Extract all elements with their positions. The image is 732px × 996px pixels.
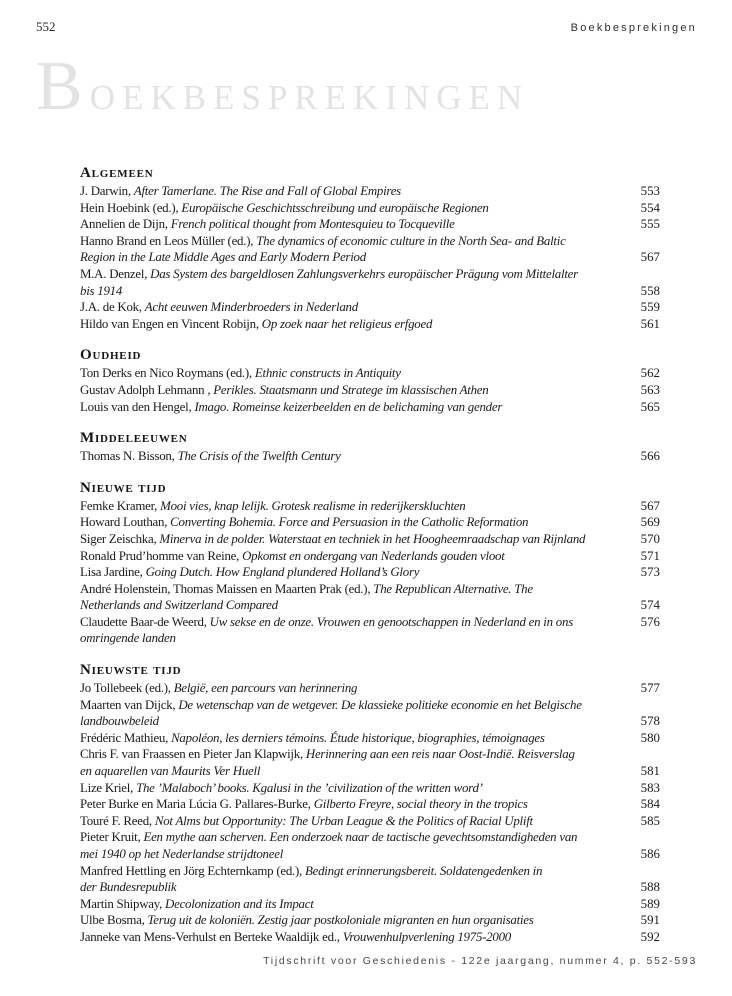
section-heading: Middeleeuwen (80, 430, 188, 447)
toc-entry (80, 548, 660, 565)
toc-section (80, 660, 660, 946)
entry-text: Ton Derks en Nico Roymans (ed.), Ethnic constructs in Antiquity (80, 366, 401, 381)
entry-page-number: 573 (640, 565, 660, 580)
entry-text: Hein Hoebink (ed.), Europäische Geschichtsschreibung und europäische Regionen (80, 200, 489, 215)
entry-page-number: 589 (640, 896, 660, 911)
entry-page-number: 562 (640, 366, 660, 381)
toc-entry (80, 448, 660, 465)
page-title: Boekbesprekingen (36, 48, 530, 125)
toc-entry (80, 266, 660, 299)
toc-entry (80, 365, 660, 382)
toc-entry (80, 498, 660, 515)
entry-text: Manfred Hettling en Jörg Echternkamp (ed.), Bedingt erinnerungsbereit. Soldatengedenken in der Bundesrepublik (80, 863, 543, 895)
entry-text: Femke Kramer, Mooi vies, knap lelijk. Grotesk realisme in rederijkerskluchten (80, 498, 466, 513)
entry-page-number: 565 (640, 399, 660, 414)
entry-text: Lize Kriel, The ’Malaboch’ books. Kgalusi in the ’civilization of the written word’ (80, 780, 483, 795)
entry-text: Frédéric Mathieu, Napoléon, les derniers témoins. Étude historique, biographies, témoignages (80, 730, 545, 745)
entry-page-number: 577 (640, 681, 660, 696)
toc-entry (80, 564, 660, 581)
folio-page-number: 552 (36, 19, 56, 34)
toc-entry (80, 796, 660, 813)
entry-page-number: 553 (640, 184, 660, 198)
entry-page-number: 567 (640, 498, 660, 513)
running-head: Boekbesprekingen (570, 22, 697, 34)
entry-page-number: 580 (640, 730, 660, 745)
entry-text: Hildo van Engen en Vincent Robijn, Op zoek naar het religieus erfgoed (80, 316, 433, 331)
toc-entry (80, 531, 660, 548)
entry-text: Maarten van Dijck, De wetenschap van de wetgever. De klassieke politieke economie en het Belgische landbouwbeleid (80, 697, 582, 729)
section-heading: Nieuwe tijd (80, 479, 167, 496)
toc-section (80, 428, 660, 465)
toc-section (80, 478, 660, 647)
entry-page-number: 585 (640, 813, 660, 828)
entry-page-number: 558 (640, 283, 660, 298)
toc-entry (80, 382, 660, 399)
entry-text: M.A. Denzel, Das System des bargeldlosen Zahlungsverkehrs europäischer Prägung vom Mittelalter bis 1914 (80, 266, 578, 298)
toc-entry (80, 829, 660, 862)
section-heading: Algemeen (80, 165, 154, 181)
section-heading: Nieuwste tijd (80, 662, 182, 679)
toc-entry (80, 200, 660, 217)
entry-page-number: 559 (640, 300, 660, 315)
entry-text: Howard Louthan, Converting Bohemia. Force and Persuasion in the Catholic Reformation (80, 515, 529, 530)
toc-entry (80, 680, 660, 697)
entry-page-number: 567 (640, 250, 660, 265)
entry-page-number: 569 (640, 515, 660, 530)
toc-section (80, 163, 660, 332)
page-header (36, 19, 697, 35)
entry-text: Touré F. Reed, Not Alms but Opportunity: The Urban League & the Politics of Racial Uplift (80, 813, 533, 828)
toc-entry (80, 514, 660, 531)
entry-page-number: 554 (640, 200, 660, 215)
entry-page-number: 578 (640, 714, 660, 729)
toc-entry (80, 929, 660, 946)
toc-entry (80, 863, 660, 896)
entry-text: Gustav Adolph Lehmann , Perikles. Staatsmann und Stratege im klassischen Athen (80, 382, 489, 397)
entry-text: Martin Shipway, Decolonization and its Impact (80, 896, 314, 911)
entry-text: Ulbe Bosma, Terug uit de koloniën. Zestig jaar postkoloniale migranten en hun organisaties (80, 913, 534, 928)
toc-entry (80, 746, 660, 779)
entry-text: Siger Zeischka, Minerva in de polder. Waterstaat en techniek in het Hoogheemraadschap van Rijnland (80, 531, 586, 546)
toc-entry (80, 780, 660, 797)
entry-text: J. Darwin, After Tamerlane. The Rise and Fall of Global Empires (80, 184, 401, 198)
toc-entry (80, 896, 660, 913)
entry-page-number: 571 (640, 548, 660, 563)
entry-page-number: 581 (640, 764, 660, 779)
entry-text: Louis van den Hengel, Imago. Romeinse keizerbeelden en de belichaming van gender (80, 399, 503, 414)
entry-page-number: 583 (640, 780, 660, 795)
entry-page-number: 592 (640, 929, 660, 944)
entry-text: André Holenstein, Thomas Maissen en Maarten Prak (ed.), The Republican Alternative. The Netherlands and Switzerland Compared (80, 581, 533, 613)
entry-page-number: 584 (640, 797, 660, 812)
entry-text: Jo Tollebeek (ed.), België, een parcours van herinnering (80, 681, 358, 696)
entry-text: Chris F. van Fraassen en Pieter Jan Klapwijk, Herinnering aan een reis naar Oost-Indië. Reisverslag en aquarellen van Maurits Ver Huell (80, 747, 575, 779)
toc-entry (80, 233, 660, 266)
toc-entry (80, 216, 660, 233)
toc-entry (80, 581, 660, 614)
entry-page-number: 563 (640, 382, 660, 397)
entry-text: Janneke van Mens-Verhulst en Berteke Waaldijk ed., Vrouwenhulpverlening 1975-2000 (80, 929, 511, 944)
toc-entry (80, 299, 660, 316)
toc-entry (80, 912, 660, 929)
section-heading: Oudheid (80, 347, 142, 364)
entry-page-number: 570 (640, 531, 660, 546)
entry-page-number: 555 (640, 217, 660, 232)
toc-entry (80, 399, 660, 416)
entry-page-number: 574 (640, 598, 660, 613)
journal-footer: Tijdschrift voor Geschiedenis - 122e jaargang, nummer 4, p. 552-593 (263, 955, 697, 967)
entry-page-number: 561 (640, 316, 660, 331)
entry-page-number: 591 (640, 913, 660, 928)
toc (80, 163, 660, 946)
toc-section (80, 345, 660, 415)
toc-entry (80, 730, 660, 747)
entry-page-number: 586 (640, 847, 660, 861)
entry-text: J.A. de Kok, Acht eeuwen Minderbroeders in Nederland (80, 300, 358, 315)
entry-text: Thomas N. Bisson, The Crisis of the Twelfth Century (80, 449, 341, 464)
entry-text: Ronald Prud’homme van Reine, Opkomst en ondergang van Nederlands gouden vloot (80, 548, 505, 563)
entry-page-number: 576 (640, 614, 660, 629)
toc-entry (80, 183, 660, 200)
entry-page-number: 566 (640, 449, 660, 464)
entry-text: Annelien de Dijn, French political thought from Montesquieu to Tocqueville (80, 217, 455, 232)
toc-entry (80, 614, 660, 647)
entry-text: Peter Burke en Maria Lúcia G. Pallares-Burke, Gilberto Freyre, social theory in the tropics (80, 797, 528, 812)
entry-text: Lisa Jardine, Going Dutch. How England plundered Holland’s Glory (80, 565, 420, 580)
toc-entry (80, 813, 660, 830)
entry-page-number: 588 (640, 880, 660, 895)
entry-text: Pieter Kruit, Een mythe aan scherven. Een onderzoek naar de tactische gevechtsomstandigheden van mei 1940 op het Nederlandse strijdtoneel (80, 830, 578, 861)
entry-text: Hanno Brand en Leos Müller (ed.), The dynamics of economic culture in the North Sea- and Baltic Region in the Late Middle Ages and Early Modern Period (80, 233, 566, 265)
toc-entry (80, 316, 660, 333)
entry-text: Claudette Baar-de Weerd, Uw sekse en de onze. Vrouwen en genootschappen in Nederland en in ons omringende landen (80, 614, 573, 646)
toc-entry (80, 697, 660, 730)
